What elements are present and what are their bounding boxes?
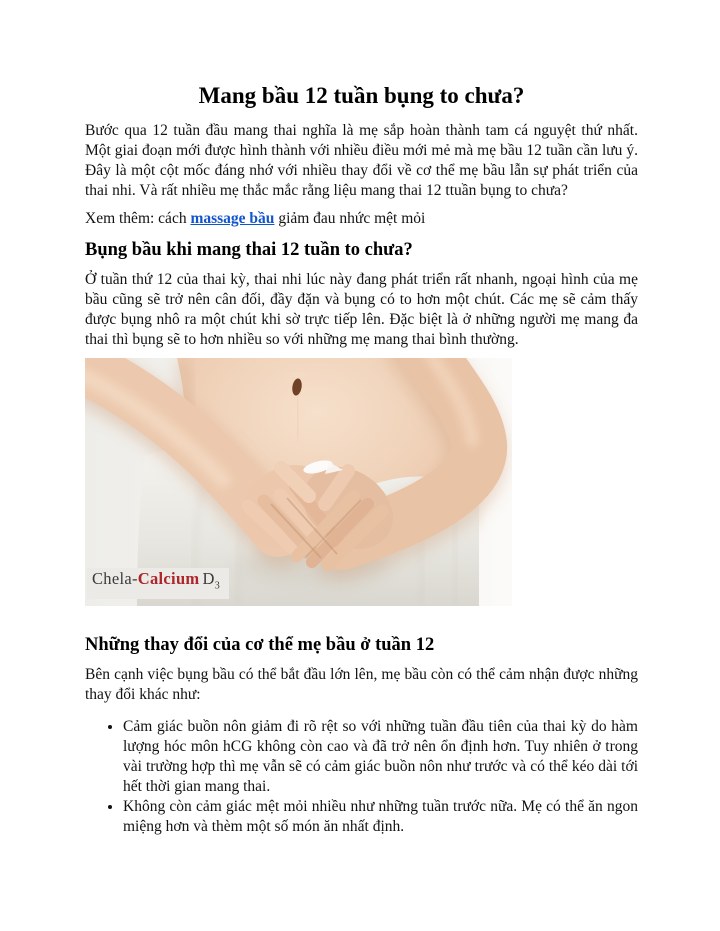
section2-heading: Những thay đổi của cơ thể mẹ bầu ở tuần 12 [85,635,435,655]
list-item: • Không còn cảm giác mệt mỏi nhiều như những tuần trước nữa. Mẹ có thể ăn ngon miệng hơn và thèm một số món ăn nhất định. [123,797,638,837]
logo-subscript-3: 3 [214,580,220,591]
see-more-suffix: giảm đau nhức mệt mỏi [274,210,426,227]
intro-paragraph: Bước qua 12 tuần đầu mang thai nghĩa là mẹ sắp hoàn thành tam cá nguyệt thứ nhất. Một giai đoạn mới được hình thành với nhiều điều mới mẻ mà mẹ bầu 12 tuần cần lưu ý. Đây là một cột mốc đáng nhớ với nhiều thay đổi về cơ thể mẹ bầu lẫn sự phát triển của thai nhi. Và rất nhiều mẹ thắc mắc rằng liệu mang thai 12 ttuần bụng to chưa? [85,122,638,199]
belly-photo [85,358,512,606]
see-more-line [85,209,638,229]
see-more-prefix: Xem thêm: cách [85,210,191,227]
section1-heading: Bụng bầu khi mang thai 12 tuần to chưa? [85,240,413,260]
changes-list [85,717,638,837]
chela-calcium-logo [87,568,229,599]
logo-part-calcium: Calcium [137,568,200,588]
section2-paragraph: Bên cạnh việc bụng bầu có thể bắt đầu lớn lên, mẹ bầu còn có thể cảm nhận được những thay đổi khác như: [85,666,638,703]
page-title: Mang bầu 12 tuần bụng to chưa? [198,83,525,108]
list-item: • Cảm giác buồn nôn giảm đi rõ rệt so với những tuần đầu tiên của thai kỳ do hàm lượng hóc môn hCG không còn cao và đã trở nên ổn định hơn. Tuy nhiên ở trong vài trường hợp thì mẹ vẫn sẽ có cảm giác buồn nôn như trước và có thể kéo dài tới hết thời gian mang thai. [123,717,638,797]
logo-part-d: D [202,568,215,588]
logo-part-chela: Chela- [92,568,138,588]
section1-paragraph: Ở tuần thứ 12 của thai kỳ, thai nhi lúc này đang phát triển rất nhanh, ngoại hình của mẹ bầu cũng sẽ trở nên cân đối, đầy đặn và bụng có to hơn một chút. Các mẹ sẽ cảm thấy được bụng nhô ra một chút khi sờ trực tiếp lên. Đặc biệt là ở những người mẹ mang đa thai thì bụng sẽ to hơn nhiều so với những mẹ mang thai bình thường. [85,271,638,348]
massage-bau-link[interactable]: massage bầu [190,210,275,227]
